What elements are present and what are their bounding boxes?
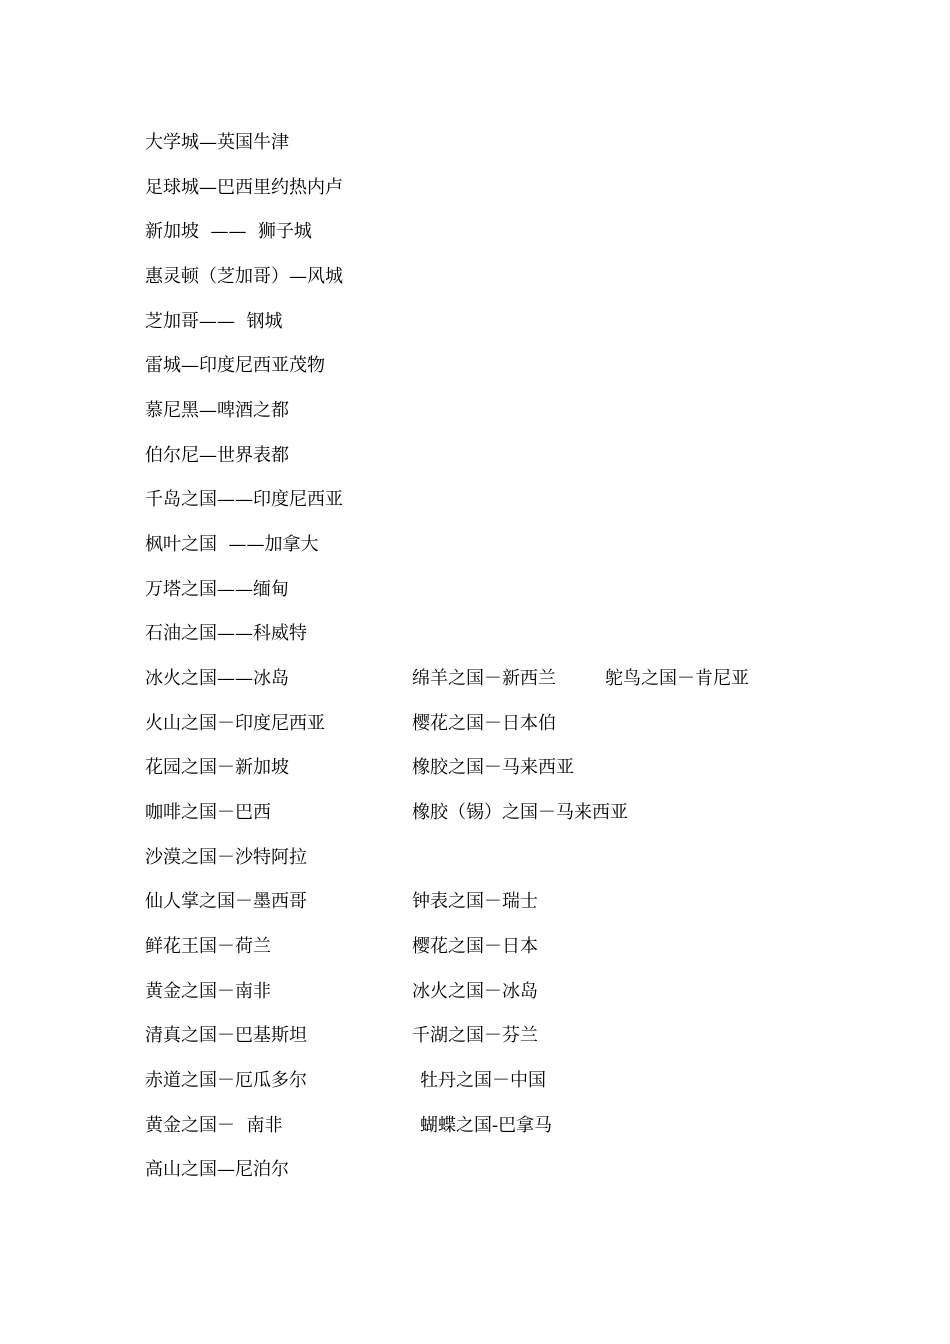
text-line: 雷城—印度尼西亚茂物 [145,355,325,376]
text-line: 新加坡 —— 狮子城 [145,221,312,242]
text-line: 咖啡之国－巴西 [145,802,271,823]
text-line: 冰火之国－冰岛 [412,981,538,1002]
text-line: 钟表之国－瑞士 [412,891,538,912]
text-line: 足球城—巴西里约热内卢 [145,177,343,198]
text-line: 惠灵顿（芝加哥）—风城 [145,266,343,287]
text-line: 花园之国－新加坡 [145,757,289,778]
text-line: 赤道之国－厄瓜多尔 [145,1070,307,1091]
text-line: 橡胶之国－马来西亚 [412,757,574,778]
text-line: 冰火之国——冰岛 [145,668,289,689]
text-line: 牡丹之国－中国 [420,1070,546,1091]
text-line: 仙人掌之国－墨西哥 [145,891,307,912]
text-line: 鲜花王国－荷兰 [145,936,271,957]
text-line: 伯尔尼—世界表都 [145,445,289,466]
text-line: 慕尼黑—啤酒之都 [145,400,289,421]
text-line: 清真之国－巴基斯坦 [145,1025,307,1046]
text-line: 枫叶之国 ——加拿大 [145,534,319,555]
text-line: 樱花之国－日本 [412,936,538,957]
text-line: 石油之国——科威特 [145,623,307,644]
text-line: 黄金之国－南非 [145,981,271,1002]
text-line: 大学城—英国牛津 [145,132,289,153]
text-line: 橡胶（锡）之国－马来西亚 [412,802,628,823]
text-line: 沙漠之国－沙特阿拉 [145,847,307,868]
text-line: 高山之国—尼泊尔 [145,1159,289,1180]
text-line: 芝加哥—— 钢城 [145,311,283,332]
text-line: 火山之国－印度尼西亚 [145,713,325,734]
text-line: 黄金之国－ 南非 [145,1115,283,1136]
text-line: 千湖之国－芬兰 [412,1025,538,1046]
text-line: 千岛之国——印度尼西亚 [145,489,343,510]
text-line: 万塔之国——缅甸 [145,579,289,600]
text-line: 绵羊之国－新西兰 [412,668,556,689]
text-line: 樱花之国－日本伯 [412,713,556,734]
text-line: 蝴蝶之国-巴拿马 [420,1115,553,1136]
text-line: 鸵鸟之国－肯尼亚 [605,668,749,689]
